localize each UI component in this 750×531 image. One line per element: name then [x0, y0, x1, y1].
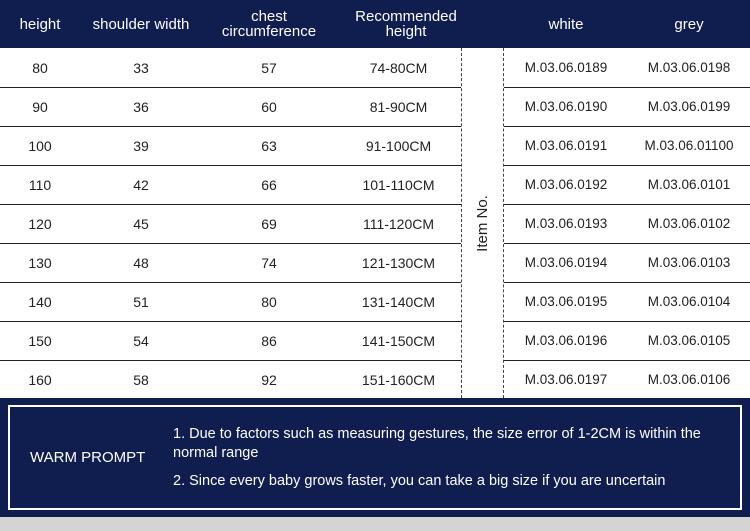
cell-grey-code: M.03.06.0101 [647, 177, 731, 192]
cell-chest: 57 [261, 59, 277, 76]
cell-white-code: M.03.06.0190 [524, 99, 608, 114]
cell-white-code: M.03.06.0195 [524, 294, 608, 309]
cell-recommended: 141-150CM [361, 332, 436, 349]
cell-recommended: 74-80CM [369, 59, 428, 76]
header-rec-line2: height [385, 23, 427, 40]
cell-grey-code: M.03.06.0198 [647, 60, 731, 75]
cell-chest: 86 [261, 332, 277, 349]
cell-shoulder: 36 [133, 98, 149, 115]
cell-recommended: 91-100CM [365, 137, 432, 154]
table-row [0, 282, 750, 321]
item-no-column [461, 48, 504, 398]
cell-white-code: M.03.06.0191 [524, 138, 608, 153]
cell-grey-code: M.03.06.01100 [644, 138, 734, 153]
cell-height: 150 [28, 332, 52, 349]
cell-recommended: 121-130CM [361, 254, 436, 271]
cell-recommended: 131-140CM [361, 293, 436, 310]
cell-grey-code: M.03.06.0105 [647, 333, 731, 348]
cell-grey-code: M.03.06.0103 [647, 255, 731, 270]
header-grey: grey [674, 15, 704, 33]
table-row [0, 87, 750, 126]
cell-height: 140 [28, 293, 52, 310]
cell-height: 80 [32, 59, 48, 76]
cell-white-code: M.03.06.0197 [524, 372, 608, 387]
cell-chest: 74 [261, 254, 277, 271]
header-chest-line1: chest [251, 8, 287, 25]
header-chest-circumference [202, 0, 336, 48]
item-no-label: Item No. [474, 194, 491, 252]
warm-prompt-line1: 1. Due to factors such as measuring gestures, the size error of 1-2CM is within the normal range [173, 426, 701, 461]
cell-grey-code: M.03.06.0199 [647, 99, 731, 114]
cell-white-code: M.03.06.0196 [524, 333, 608, 348]
cell-shoulder: 42 [133, 176, 149, 193]
cell-height: 130 [28, 254, 52, 271]
cell-shoulder: 54 [133, 332, 149, 349]
cell-white-code: M.03.06.0192 [524, 177, 608, 192]
table-row [0, 243, 750, 282]
table-row [0, 360, 750, 399]
warm-prompt-text [173, 425, 738, 500]
warm-prompt-line2: 2. Since every baby grows faster, you can take a big size if you are uncertain [173, 473, 666, 489]
cell-chest: 66 [261, 176, 277, 193]
cell-recommended: 151-160CM [361, 371, 436, 388]
cell-chest: 92 [261, 371, 277, 388]
cell-height: 90 [32, 98, 48, 115]
header-shoulder-width: shoulder width [92, 15, 190, 33]
cell-grey-code: M.03.06.0106 [647, 372, 731, 387]
header-white: white [548, 15, 584, 33]
cell-shoulder: 48 [133, 254, 149, 271]
cell-chest: 80 [261, 293, 277, 310]
cell-shoulder: 51 [133, 293, 149, 310]
table-header [0, 0, 750, 48]
warm-prompt-panel [0, 398, 750, 517]
cell-grey-code: M.03.06.0104 [647, 294, 731, 309]
bottom-strip [0, 517, 750, 531]
warm-prompt-frame [8, 405, 742, 510]
size-table [0, 48, 750, 398]
cell-height: 120 [28, 215, 52, 232]
cell-shoulder: 39 [133, 137, 149, 154]
header-rec-line1: Recommended [355, 8, 457, 25]
cell-white-code: M.03.06.0189 [524, 60, 608, 75]
cell-height: 110 [28, 176, 52, 193]
table-row [0, 126, 750, 165]
table-row [0, 321, 750, 360]
table-row [0, 48, 750, 87]
cell-chest: 63 [261, 137, 277, 154]
cell-shoulder: 45 [133, 215, 149, 232]
cell-white-code: M.03.06.0193 [524, 216, 608, 231]
cell-recommended: 101-110CM [362, 176, 435, 193]
header-chest-line2: circumference [221, 23, 317, 40]
cell-grey-code: M.03.06.0102 [647, 216, 731, 231]
cell-recommended: 111-120CM [362, 215, 435, 232]
cell-white-code: M.03.06.0194 [524, 255, 608, 270]
cell-shoulder: 33 [133, 59, 149, 76]
cell-recommended: 81-90CM [369, 98, 428, 115]
cell-shoulder: 58 [133, 371, 149, 388]
cell-height: 100 [28, 137, 52, 154]
table-row [0, 165, 750, 204]
cell-height: 160 [28, 371, 52, 388]
table-row [0, 204, 750, 243]
header-height: height [19, 15, 61, 33]
cell-chest: 60 [261, 98, 277, 115]
warm-prompt-title: WARM PROMPT [30, 449, 146, 466]
cell-chest: 69 [261, 215, 277, 232]
header-recommended-height [336, 0, 476, 48]
